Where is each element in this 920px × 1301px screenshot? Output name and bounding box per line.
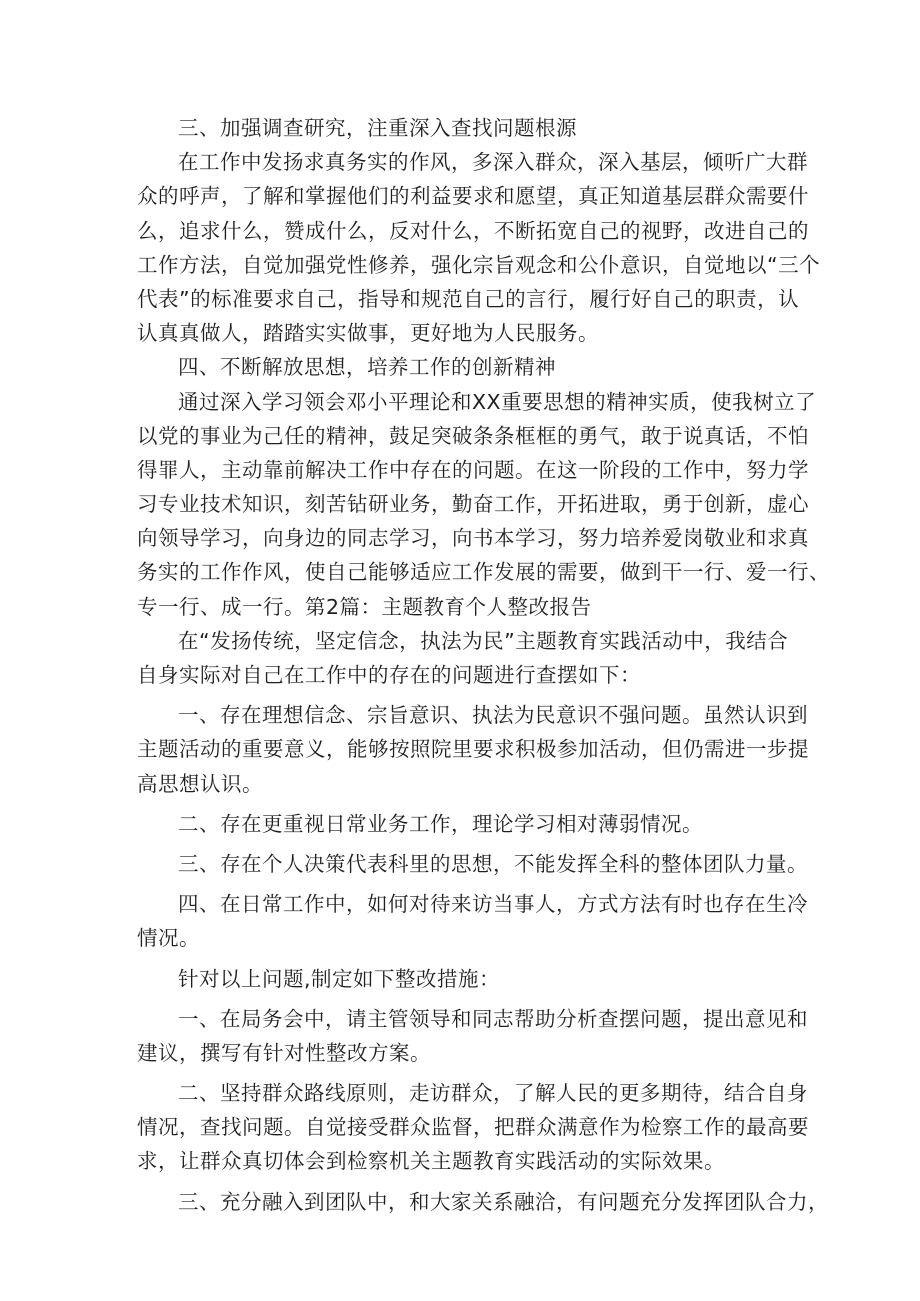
text-line: 众的呼声，了解和掌握他们的利益要求和愿望，真正知道基层群众需要什 <box>137 184 809 209</box>
measures-intro <box>137 962 787 996</box>
text-line: 通过深入学习领会邓小平理论和XX重要思想的精神实质，使我树立了 <box>178 389 817 414</box>
measure-item-3 <box>137 1185 829 1219</box>
text-line: 工作方法，自觉加强党性修养，强化宗旨观念和公仆意识，自觉地以“三个 <box>137 252 821 277</box>
document-body <box>137 111 830 1219</box>
text-line: 么，追求什么，赞成什么，反对什么，不断拓宽自己的视野，改进自己的 <box>137 218 809 243</box>
problem-item-3 <box>137 847 808 881</box>
body-paragraph-1 <box>137 145 821 350</box>
text-line: 四、在日常工作中，如何对待来访当事人，方式方法有时也存在生冷 <box>178 892 808 917</box>
text-line: 求，让群众真切体会到检察机关主题教育实践活动的实际效果。 <box>137 1149 725 1174</box>
text-line: 务实的工作作风，使自己能够适应工作发展的需要，做到干一行、爱一行、 <box>137 560 830 585</box>
text-line: 高思想认识。 <box>137 771 263 796</box>
text-line: 自身实际对自己在工作中的存在的问题进行查摆如下： <box>137 663 641 687</box>
text-line: 二、坚持群众路线原则，走访群众，了解人民的更多期待，结合自身 <box>178 1081 808 1106</box>
text-line: 三、加强调查研究，注重深入查找问题根源 <box>178 116 577 140</box>
text-line: 四、不断解放思想，培养工作的创新精神 <box>178 355 556 380</box>
text-line: 得罪人，主动靠前解决工作中存在的问题。在这一阶段的工作中，努力学 <box>137 457 809 482</box>
text-line: 在“发扬传统，坚定信念，执法为民”主题教育实践活动中，我结合 <box>178 628 789 653</box>
text-line: 认真真做人，踏踏实实做事，更好地为人民服务。 <box>137 321 599 346</box>
text-line: 习专业技术知识，刻苦钻研业务，勤奋工作，开拓进取，勇于创新，虚心 <box>137 492 809 517</box>
text-line: 建议，撰写有针对性整改方案。 <box>137 1040 431 1065</box>
measure-item-2 <box>137 1076 809 1179</box>
text-line: 情况。 <box>137 926 200 951</box>
measure-item-1 <box>137 1002 808 1070</box>
text-line: 代表”的标准要求自己，指导和规范自己的言行，履行好自己的职责，认 <box>137 286 800 311</box>
section-heading-4 <box>137 350 787 384</box>
text-line: 情况，查找问题。自觉接受群众监督，把群众满意作为检察工作的最高要 <box>137 1115 809 1140</box>
problem-item-2 <box>137 807 787 841</box>
section-heading-3 <box>137 111 787 145</box>
text-line: 二、存在更重视日常业务工作，理论学习相对薄弱情况。 <box>178 811 703 836</box>
text-line: 三、存在个人决策代表科里的思想，不能发挥全科的整体团队力量。 <box>178 851 808 876</box>
text-line: 一、存在理想信念、宗旨意识、执法为民意识不强问题。虽然认识到 <box>178 703 808 728</box>
problem-item-4 <box>137 887 808 955</box>
body-paragraph-3 <box>137 624 787 692</box>
text-line: 专一行、成一行。第2篇：主题教育个人整改报告 <box>137 594 592 619</box>
text-line: 三、充分融入到团队中，和大家关系融洽，有问题充分发挥团队合力， <box>178 1189 829 1214</box>
body-paragraph-2 <box>137 385 830 624</box>
problem-item-1 <box>137 698 809 801</box>
text-line: 一、在局务会中，请主管领导和同志帮助分析查摆问题，提出意见和 <box>178 1006 808 1031</box>
text-line: 主题活动的重要意义，能够按照院里要求积极参加活动，但仍需进一步提 <box>137 737 809 762</box>
text-line: 向领导学习，向身边的同志学习，向书本学习，努力培养爱岗敬业和求真 <box>137 526 809 551</box>
text-line: 在工作中发扬求真务实的作风，多深入群众，深入基层，倾听广大群 <box>178 150 808 175</box>
text-line: 针对以上问题,制定如下整改措施： <box>178 966 501 991</box>
text-line: 以党的事业为己任的精神，鼓足突破条条框框的勇气，敢于说真话，不怕 <box>137 423 809 448</box>
